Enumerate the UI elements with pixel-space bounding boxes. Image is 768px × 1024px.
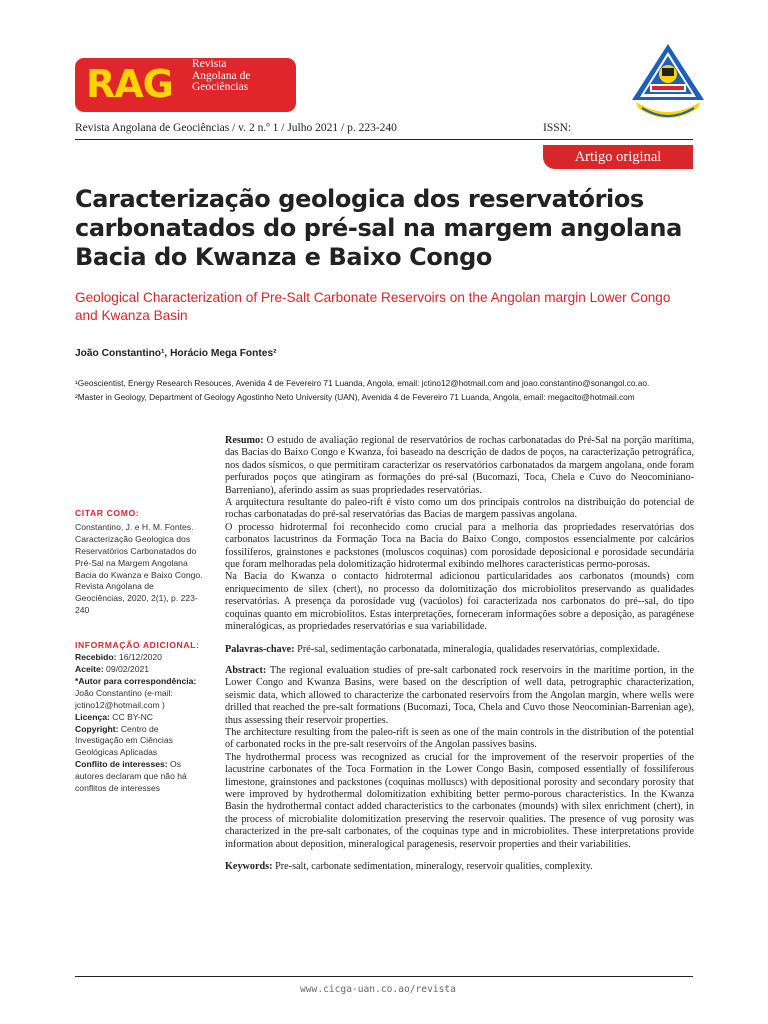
keywords-en xyxy=(225,861,694,873)
abstract-paragraph-3: The hydrothermal process was recognized as crucial for the improvement of the reservoir properties of the lacustrine carbonates of the Toca Formation in the Lower Congo Basin, composed essentially of fossiliferous limestone, grainstones and packstones (coquinas molluscs) with depositional porosity and secondary porosity that were improved by hydrothermal dolomitization exhibiting better permo-porous characteristics. In the Kwanza Basin the hydrothermal contact added characteristics to the carbonates (mounds) with silex enrichment (chert), in the process of microbialite dolomitization preserving the reservoir qualities. The presence of vug porosity was characterized in the pre-salt carbonates, of the coquinas type and in microbiolites. These interpretations provide information about deposition, mineralogical paragenesis, reservoir properties and their variabilities. xyxy=(225,751,694,850)
license-value: CC BY-NC xyxy=(109,711,154,722)
conflict-value: Os autores declaram que não há conflitos de interesses xyxy=(75,759,187,794)
logo-journal-name xyxy=(192,59,250,94)
resumo-paragraph-1 xyxy=(225,435,694,497)
abstract-paragraph-2: The architecture resulting from the paleo-rift is seen as one of the main controls in the distribution of the potential of carbonated rocks in the pre-salt reservoirs of the Angolan passives basins. xyxy=(225,726,694,751)
conflict-label: Conflito de interesses: xyxy=(75,759,168,770)
copyright-row xyxy=(75,724,205,760)
resumo-text-1: O estudo de avaliação regional de reservatórios de rochas carbonatadas do Pré-Sal na porção marítima, das Bacias do Baixo Congo e Kwanza, foi baseado na descrição de dados de poços, na caracterização petrográfica, nos dados sísmicos, o que permitiram caracterizar os reservatórios carbonatados da margem angolana, onde foram perfurados poços que atingiram as formações do pré-sal (Bucomazi, Toca, Chela e Cuvo do Neocominiano-Barreniano), aferindo assim as suas propriedades reservatórias. xyxy=(225,435,694,496)
conflict-row xyxy=(75,759,205,795)
abstract-text-1: The regional evaluation studies of pre-salt carbonated rock reservoirs in the maritime portion, in the Lower Congo and Kwanza Basins, were based on the description of well data, petrographic characterization, seismic data, which allowed to characterize the carbonated reservoirs from the Angolan margin, where wells were drilled that reached the pre-salt formations (Bucomazi, Toca, Chela and Cuvo those Neocominian-Barrenian age), thus assessing their reservoir properties. xyxy=(225,664,694,726)
logo-line-3: Geociências xyxy=(192,81,249,93)
cite-heading: CITAR COMO: xyxy=(75,508,140,518)
license-row xyxy=(75,712,205,724)
logo-line-2: Angolana de xyxy=(192,69,251,82)
correspondence-value: João Constantino (e-mail: jctino12@hotmail.com ) xyxy=(75,687,173,710)
author-list: João Constantino¹, Horácio Mega Fontes² xyxy=(75,348,277,359)
article-title-pt: Caracterização geologica dos reservatórios carbonatados do pré-sal na margem angolana Bacia do Kwanza e Baixo Congo xyxy=(75,185,682,271)
article-type-badge: Artigo original xyxy=(543,145,693,169)
received-row xyxy=(75,652,205,664)
resumo-label: Resumo: xyxy=(225,435,264,446)
affiliation-1: ¹Geoscientist, Energy Research Resouces, Avenida 4 de Fevereiro 71 Luanda, Angola, email: jctino12@hotmail.com and joao.constantino@sonangol.co.ao. xyxy=(75,378,650,388)
abstract-column xyxy=(225,435,694,873)
keywords-pt-text: Pré-sal, sedimentação carbonatada, mineralogia, qualidades reservatórias, complexidade. xyxy=(294,643,660,655)
keywords-pt-label: Palavras-chave: xyxy=(225,643,295,655)
correspondence-row xyxy=(75,676,205,712)
received-label: Recebido: xyxy=(75,652,117,663)
copyright-value: Centro de Investigação em Ciências Geológicas Aplicadas xyxy=(75,723,173,758)
sidebar xyxy=(75,508,205,795)
institution-emblem-icon xyxy=(628,42,708,132)
accepted-row xyxy=(75,664,205,676)
accepted-value: 09/02/2021 xyxy=(103,663,150,674)
affiliation-2: ²Master in Geology, Department of Geology Agostinho Neto University (UAN), Avenida 4 de Fevereiro 71 Luanda, Angola, email: megacito@hotmail.com xyxy=(75,392,635,402)
resumo-paragraph-4: Na Bacia do Kwanza o contacto hidrotermal adicionou particularidades aos carbonatos (mounds) com enriquecimento de silex (chert), no processo da dolomitização dos microbiolitos preservando as qualidades reservatórias. A presença da porosidade vug (vacúolos) foi caracterizada nos carbonatos do pré--sal, do tipo coquinas quanto em microbiolitos. Estas interpretações, forneceram informações sobre a deposição, as paragénese mineralógicas, as propriedades reservatórias e sua variabilidade. xyxy=(225,571,694,633)
received-value: 16/12/2020 xyxy=(116,652,162,663)
accepted-label: Aceite: xyxy=(75,663,104,674)
resumo-paragraph-3: O processo hidrotermal foi reconhecido como crucial para a melhoria das propriedades reservatórias dos carbonatos lacustrinos da Formação Toca na Bacia do Baixo Congo, compostos essencialmente por calcários fossilíferos, grainstones e packstones (moluscos coquinas) com porosidade deposicional e porosidade secundária que foram melhoradas pela dolomitização hidrotermal exibindo melhores características permo-porosas. xyxy=(225,521,694,571)
logo-line-1: Revista xyxy=(192,58,227,70)
keywords-en-label: Keywords: xyxy=(225,861,273,872)
resumo-paragraph-2: A arquitectura resultante do paleo-rift é visto como um dos principais controlos na distribuição do potencial de rochas carbonatadas do pré-sal reservatórias das Bacias de margem passivas angolana. xyxy=(225,497,694,521)
cite-text: Constantino, J. e H. M. Fontes. Caracterização Geologica dos Reservatórios Carbonatados do Pré-Sal na Margem Angolana Bacia do Kwanza e Baixo Congo. Revista Angolana de Geociências, 2020, 2(1), p. 223-240 xyxy=(75,521,203,616)
issn-label: ISSN: xyxy=(543,122,572,134)
abstract-label: Abstract: xyxy=(225,664,267,676)
journal-logo xyxy=(75,58,296,112)
license-label: Licença: xyxy=(75,711,110,722)
article-title-en: Geological Characterization of Pre-Salt Carbonate Reservoirs on the Angolan margin Lower Congo and Kwanza Basin xyxy=(75,290,671,323)
footer-url-link[interactable]: www.cicga-uan.co.ao/revista xyxy=(300,984,456,995)
journal-citation-line: Revista Angolana de Geociências / v. 2 n.º 1 / Julho 2021 / p. 223-240 xyxy=(75,122,397,134)
copyright-label: Copyright: xyxy=(75,723,119,734)
header-divider xyxy=(75,139,693,140)
info-heading: INFORMAÇÃO ADICIONAL: xyxy=(75,640,200,651)
keywords-en-text: Pre-salt, carbonate sedimentation, mineralogy, reservoir qualities, complexity. xyxy=(272,861,593,872)
logo-acronym: RAG xyxy=(86,62,173,106)
keywords-pt xyxy=(225,644,694,656)
footer-divider xyxy=(75,976,693,977)
abstract-paragraph-1 xyxy=(225,665,694,727)
correspondence-label: *Autor para correspondência: xyxy=(75,675,197,686)
